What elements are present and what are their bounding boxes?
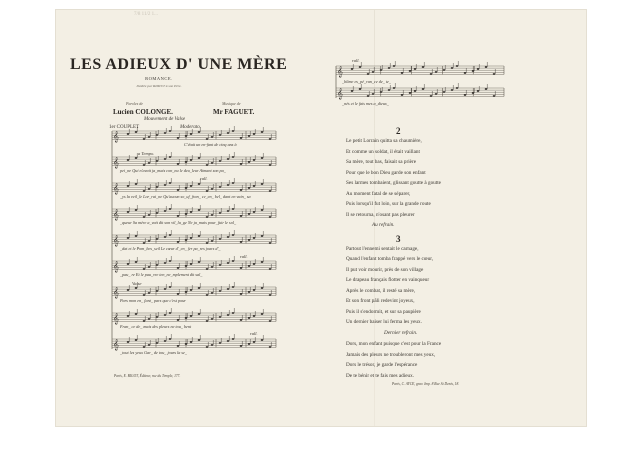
verse-line: Puis il s'endormit, et sur sa paupière: [346, 308, 421, 315]
verse-line: Pour que le bon Dieu garde son enfant: [346, 169, 426, 176]
svg-text:𝄞: 𝄞: [113, 157, 119, 169]
lyric-line: Pars mon en_ fant_ pars que c'est pour: [120, 298, 186, 303]
direction-marking: a Tempo.: [138, 151, 155, 156]
right-staff-2: [336, 83, 504, 100]
right-staff-1: [336, 61, 504, 78]
left-staff-2: [112, 152, 276, 169]
lyric-line: _pau_ re Et le pau_vre ten_ne_mplement dit sal_: [120, 272, 203, 277]
direction-marking: Valse: [132, 281, 142, 286]
moderato-marking: Moderato.: [180, 125, 201, 130]
verse-line: Dors, mon enfant puisque c'est pour la France: [346, 341, 442, 347]
verse-line: Il se retourna, n'osant pas pleurer: [346, 211, 415, 218]
svg-text:𝄞: 𝄞: [337, 88, 343, 100]
refrain-marking: Au refrain.: [372, 222, 395, 228]
song-title: LES ADIEUX D' UNE MÈRE: [70, 56, 288, 73]
printer-line: Paris, C. AYCE, grav. Imp. 8 Rue St Denis, 18.: [392, 382, 460, 386]
verse-line: Le drapeau français flotter en vainqueur: [346, 277, 430, 283]
svg-text:𝄞: 𝄞: [113, 183, 119, 195]
verse-line: Quand l'enfant tomba frappé vers le cœur,: [346, 256, 434, 262]
song-dedication: Dédiée par RIMIUT à son Père.: [136, 84, 182, 88]
verse-line: Après le combat, il resté sa mère,: [346, 287, 416, 294]
svg-text:𝄞: 𝄞: [337, 66, 343, 78]
verse-line: Partout l'ennemi sentait le carnage,: [346, 245, 419, 252]
left-staff-4: [112, 204, 276, 221]
verse-line: De te bénir et te fais mes adieux.: [346, 372, 414, 379]
tempo-marking: Mouvement de Valse: [144, 117, 186, 122]
svg-text:𝄞: 𝄞: [113, 261, 119, 273]
lyric-line: pei_ne Qui n'avait ja_mais con_nu le deu_leur Aimant son pa_: [120, 168, 226, 173]
svg-text:𝄞: 𝄞: [113, 287, 119, 299]
direction-marking: rall.: [240, 254, 248, 259]
direction-marking: rall.: [250, 331, 258, 336]
verse-label: 1er COUPLET: [109, 125, 140, 130]
lyric-line: _blime es_pé_ran_ce de_ te_: [342, 79, 391, 84]
verse-line: Et son front pâli redevint joyeux,: [346, 298, 415, 304]
left-staff-3: [112, 178, 276, 195]
verse-line: Il put voir mourir, près de son village: [346, 266, 424, 273]
left-staff-5: [112, 230, 276, 247]
verse-number: 2: [396, 126, 401, 136]
verse-line: Puis lorsqu'il fut loin, sur la grande route: [346, 201, 431, 207]
svg-text:𝄞: 𝄞: [113, 235, 119, 247]
svg-text:𝄞: 𝄞: [113, 209, 119, 221]
verse-line: Sa mère, tout bas, faisait sa prière: [346, 159, 417, 165]
lyric-line: _dat et le Pom_bes_seil Le cœur d'_en_ fer pa_res joars d'_: [120, 246, 221, 251]
verse-line: Au moment fatal de se séparer,: [346, 190, 411, 197]
svg-text:𝄞: 𝄞: [113, 313, 119, 325]
music-label: Musique de: [222, 101, 241, 106]
direction-marking: rall.: [352, 58, 360, 63]
left-staff-6: [112, 256, 276, 273]
verse-line: Un dernier baiser lui ferma les yeux.: [346, 319, 422, 325]
direction-marking: rall.: [200, 176, 208, 181]
publisher-line: Paris, E. BIGOT, Éditeur, rue du Temple, 177.: [114, 374, 181, 378]
words-author: Lucien COLONGE.: [113, 108, 173, 116]
verse-line: Dors le trésor, je garde l'espérance: [346, 362, 418, 368]
svg-text:𝄞: 𝄞: [113, 131, 119, 143]
left-staff-8: [112, 308, 276, 325]
verse-line: Ses larmes tombaient, glissant goutte à goutte: [346, 180, 441, 186]
lyric-line: _queur Sa mère a_vait dit son vil_la_ge Ne ja_mais pour_fuir le sol_: [120, 220, 237, 225]
lyric-line: _nés et le fais mes a_dieux_: [342, 101, 389, 106]
verse-line: Jamais des pleurs ne troubleront mes yeux,: [346, 351, 436, 358]
lyric-line: _ys la veil_le Lor_rai_ne Qu'aucun so_uf_fran_ ce_en_ bel_ dant en vain_ sa: [120, 194, 251, 199]
pencil-mark: 7/8 11/2 1...: [134, 12, 158, 17]
left-staff-9: [112, 334, 276, 351]
verse-line: Et comme un soldat, il était vaillant: [346, 148, 420, 155]
left-staff-7: [112, 282, 276, 299]
refrain-marking: Dernier refrain.: [384, 329, 418, 336]
song-subtitle: ROMANCE.: [145, 76, 173, 81]
lyric-line: _tout les yeux Gar_ de tou_ jours la se_: [120, 350, 187, 355]
left-staff-1: [112, 126, 276, 143]
music-author: Mr FAGUET.: [213, 108, 255, 116]
lyric-line: C'était un en-fant de cinq ans à: [184, 142, 237, 147]
verse-line: Le petit Lorrain quitta sa chaumière,: [346, 138, 422, 144]
words-label: Paroles de: [126, 101, 144, 106]
svg-text:𝄞: 𝄞: [113, 339, 119, 351]
lyric-line: Fran_ ce de_ mais des pleurs ne tou_ bent: [120, 324, 192, 329]
verse-number: 3: [396, 233, 401, 244]
